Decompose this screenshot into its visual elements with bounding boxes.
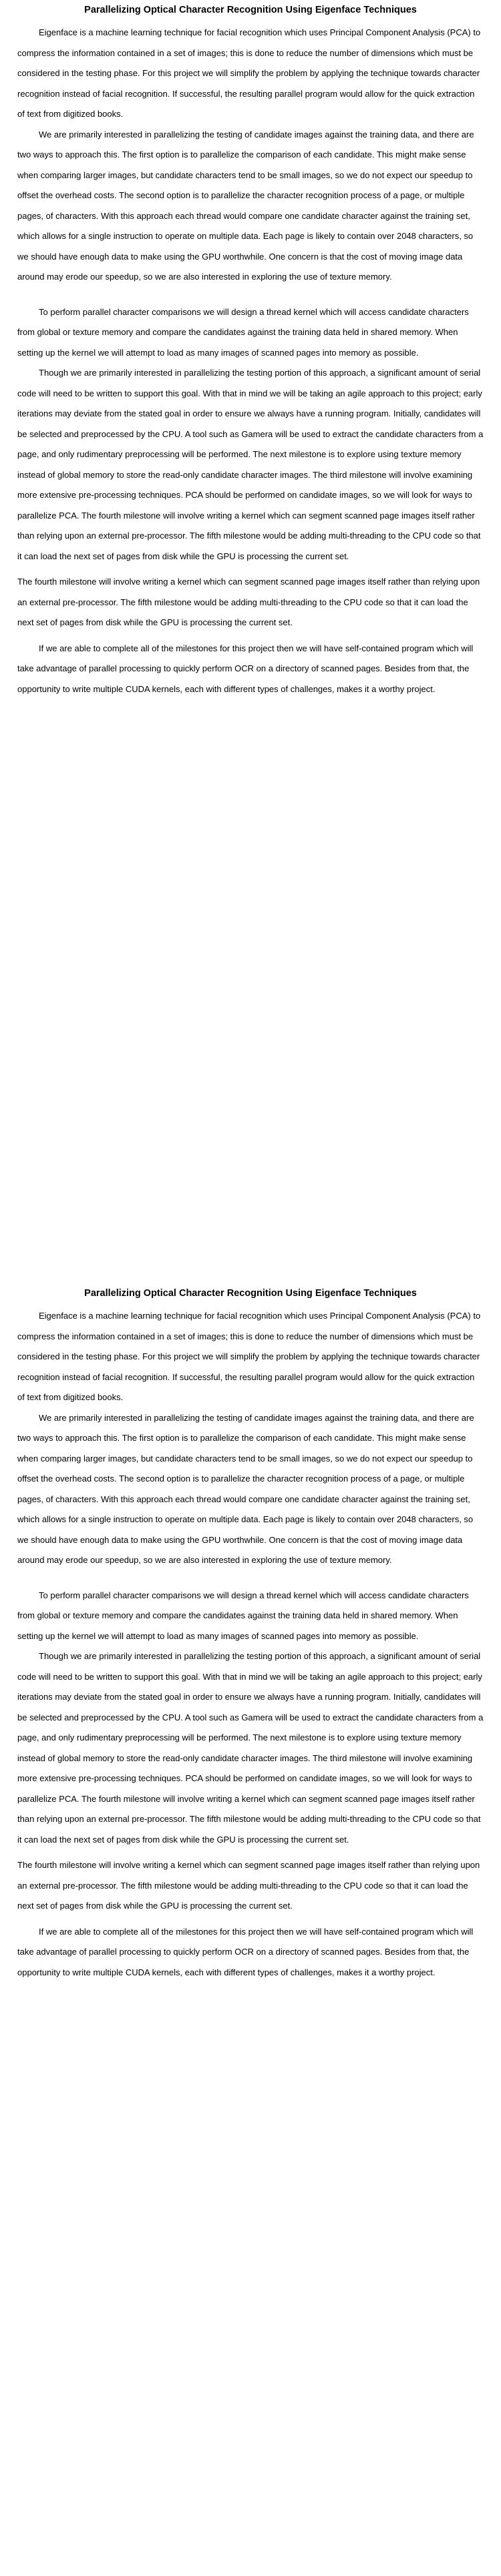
paragraph-parallelization-options: We are primarily interested in parallelizing the testing of candidate images against the training data, and there are two ways to approach this. The first option is to parallelize the comparison of each candidate. This might make sense when comparing larger images, but candidate characters tend to be small images, so we do not expect our speedup to offset the overhead costs. The second option is to parallelize the character recognition process of a page, or multiple pages, of characters. With this approach each thread would compare one candidate character against the training set, which allows for a single instruction to operate on multiple data. Each page is likely to contain over 2048 characters, so we should have enough data to make using the GPU worthwhile. One concern is that the cost of moving image data around may erode our speedup, so we are also interested in exploring the use of texture memory.: [17, 129, 474, 282]
paragraph-conclusion: If we are able to complete all of the milestones for this project then we will have self-contained program which will take advantage of parallel processing to quickly perform OCR on a directory of scanned pages. Besides from that, the opportunity to write multiple CUDA kernels, each with different types of challenges, makes it a worthy project.: [17, 643, 474, 694]
paragraph-thread-kernel: To perform parallel character comparisons we will design a thread kernel which will access candidate characters from global or texture memory and compare the candidates against the training data held in shared memory. When setting up the kernel we will attempt to load as many images of scanned pages into memory as possible.: [17, 306, 469, 358]
document-section-1: [17, 0, 484, 1283]
paragraph-parallelization-options: We are primarily interested in parallelizing the testing of candidate images against the training data, and there are two ways to approach this. The first option is to parallelize the comparison of each candidate. This might make sense when comparing larger images, but candidate characters tend to be small images, so we do not expect our speedup to offset the overhead costs. The second option is to parallelize the character recognition process of a page, or multiple pages, of characters. With this approach each thread would compare one candidate character against the training set, which allows for a single instruction to operate on multiple data. Each page is likely to contain over 2048 characters, so we should have enough data to make using the GPU worthwhile. One concern is that the cost of moving image data around may erode our speedup, so we are also interested in exploring the use of texture memory.: [17, 1412, 474, 1565]
document-title: Parallelizing Optical Character Recognition Using Eigenface Techniques: [84, 5, 417, 15]
paragraph-fourth-milestone: The fourth milestone will involve writing a kernel which can segment scanned page images itself rather than relying upon an external pre-processor. The fifth milestone would be adding multi-threading to the CPU code so that it can load the next set of pages from disk while the GPU is processing the current set.: [17, 577, 480, 627]
paragraph-conclusion: If we are able to complete all of the milestones for this project then we will have self-contained program which will take advantage of parallel processing to quickly perform OCR on a directory of scanned pages. Besides from that, the opportunity to write multiple CUDA kernels, each with different types of challenges, makes it a worthy project.: [17, 1926, 474, 1977]
paragraph-milestones: Though we are primarily interested in parallelizing the testing portion of this approach, a significant amount of serial code will need to be written to support this goal. With that in mind we will be taking an agile approach to this project; early iterations may deviate from the stated goal in order to ensure we always have a running program. Initially, candidates will be selected and preprocessed by the CPU. A tool such as Gamera will be used to extract the candidate characters from a page, and only rudimentary preprocessing will be performed. The next milestone is to explore using texture memory instead of global memory to store the read-only candidate character images. The third milestone will involve examining more extensive pre-processing techniques. PCA should be performed on candidate images, so we will look for ways to parallelize PCA. The fourth milestone will involve writing a kernel which can segment scanned page images itself rather than relying upon an external pre-processor. The fifth milestone would be adding multi-threading to the CPU code so that it can load the next set of pages from disk while the GPU is processing the current set.: [17, 1651, 484, 1845]
document-title: Parallelizing Optical Character Recognition Using Eigenface Techniques: [84, 1288, 417, 1299]
paragraph-eigenface-intro: Eigenface is a machine learning technique for facial recognition which uses Principal Component Analysis (PCA) to compress the information contained in a set of images; this is done to reduce the number of dimensions which must be considered in the testing phase. For this project we will simplify the problem by applying the technique towards character recognition instead of facial recognition. If successful, the resulting parallel program would allow for the quick extraction of text from digitized books.: [17, 1311, 481, 1402]
paragraph-milestones: Though we are primarily interested in parallelizing the testing portion of this approach, a significant amount of serial code will need to be written to support this goal. With that in mind we will be taking an agile approach to this project; early iterations may deviate from the stated goal in order to ensure we always have a running program. Initially, candidates will be selected and preprocessed by the CPU. A tool such as Gamera will be used to extract the candidate characters from a page, and only rudimentary preprocessing will be performed. The next milestone is to explore using texture memory instead of global memory to store the read-only candidate character images. The third milestone will involve examining more extensive pre-processing techniques. PCA should be performed on candidate images, so we will look for ways to parallelize PCA. The fourth milestone will involve writing a kernel which can segment scanned page images itself rather than relying upon an external pre-processor. The fifth milestone would be adding multi-threading to the CPU code so that it can load the next set of pages from disk while the GPU is processing the current set.: [17, 368, 484, 561]
document-section-2: [17, 1283, 484, 2567]
paragraph-fourth-milestone: The fourth milestone will involve writing a kernel which can segment scanned page images itself rather than relying upon an external pre-processor. The fifth milestone would be adding multi-threading to the CPU code so that it can load the next set of pages from disk while the GPU is processing the current set.: [17, 1860, 480, 1911]
paragraph-eigenface-intro: Eigenface is a machine learning technique for facial recognition which uses Principal Component Analysis (PCA) to compress the information contained in a set of images; this is done to reduce the number of dimensions which must be considered in the testing phase. For this project we will simplify the problem by applying the technique towards character recognition instead of facial recognition. If successful, the resulting parallel program would allow for the quick extraction of text from digitized books.: [17, 27, 481, 119]
paragraph-thread-kernel: To perform parallel character comparisons we will design a thread kernel which will access candidate characters from global or texture memory and compare the candidates against the training data held in shared memory. When setting up the kernel we will attempt to load as many images of scanned pages into memory as possible.: [17, 1590, 469, 1641]
